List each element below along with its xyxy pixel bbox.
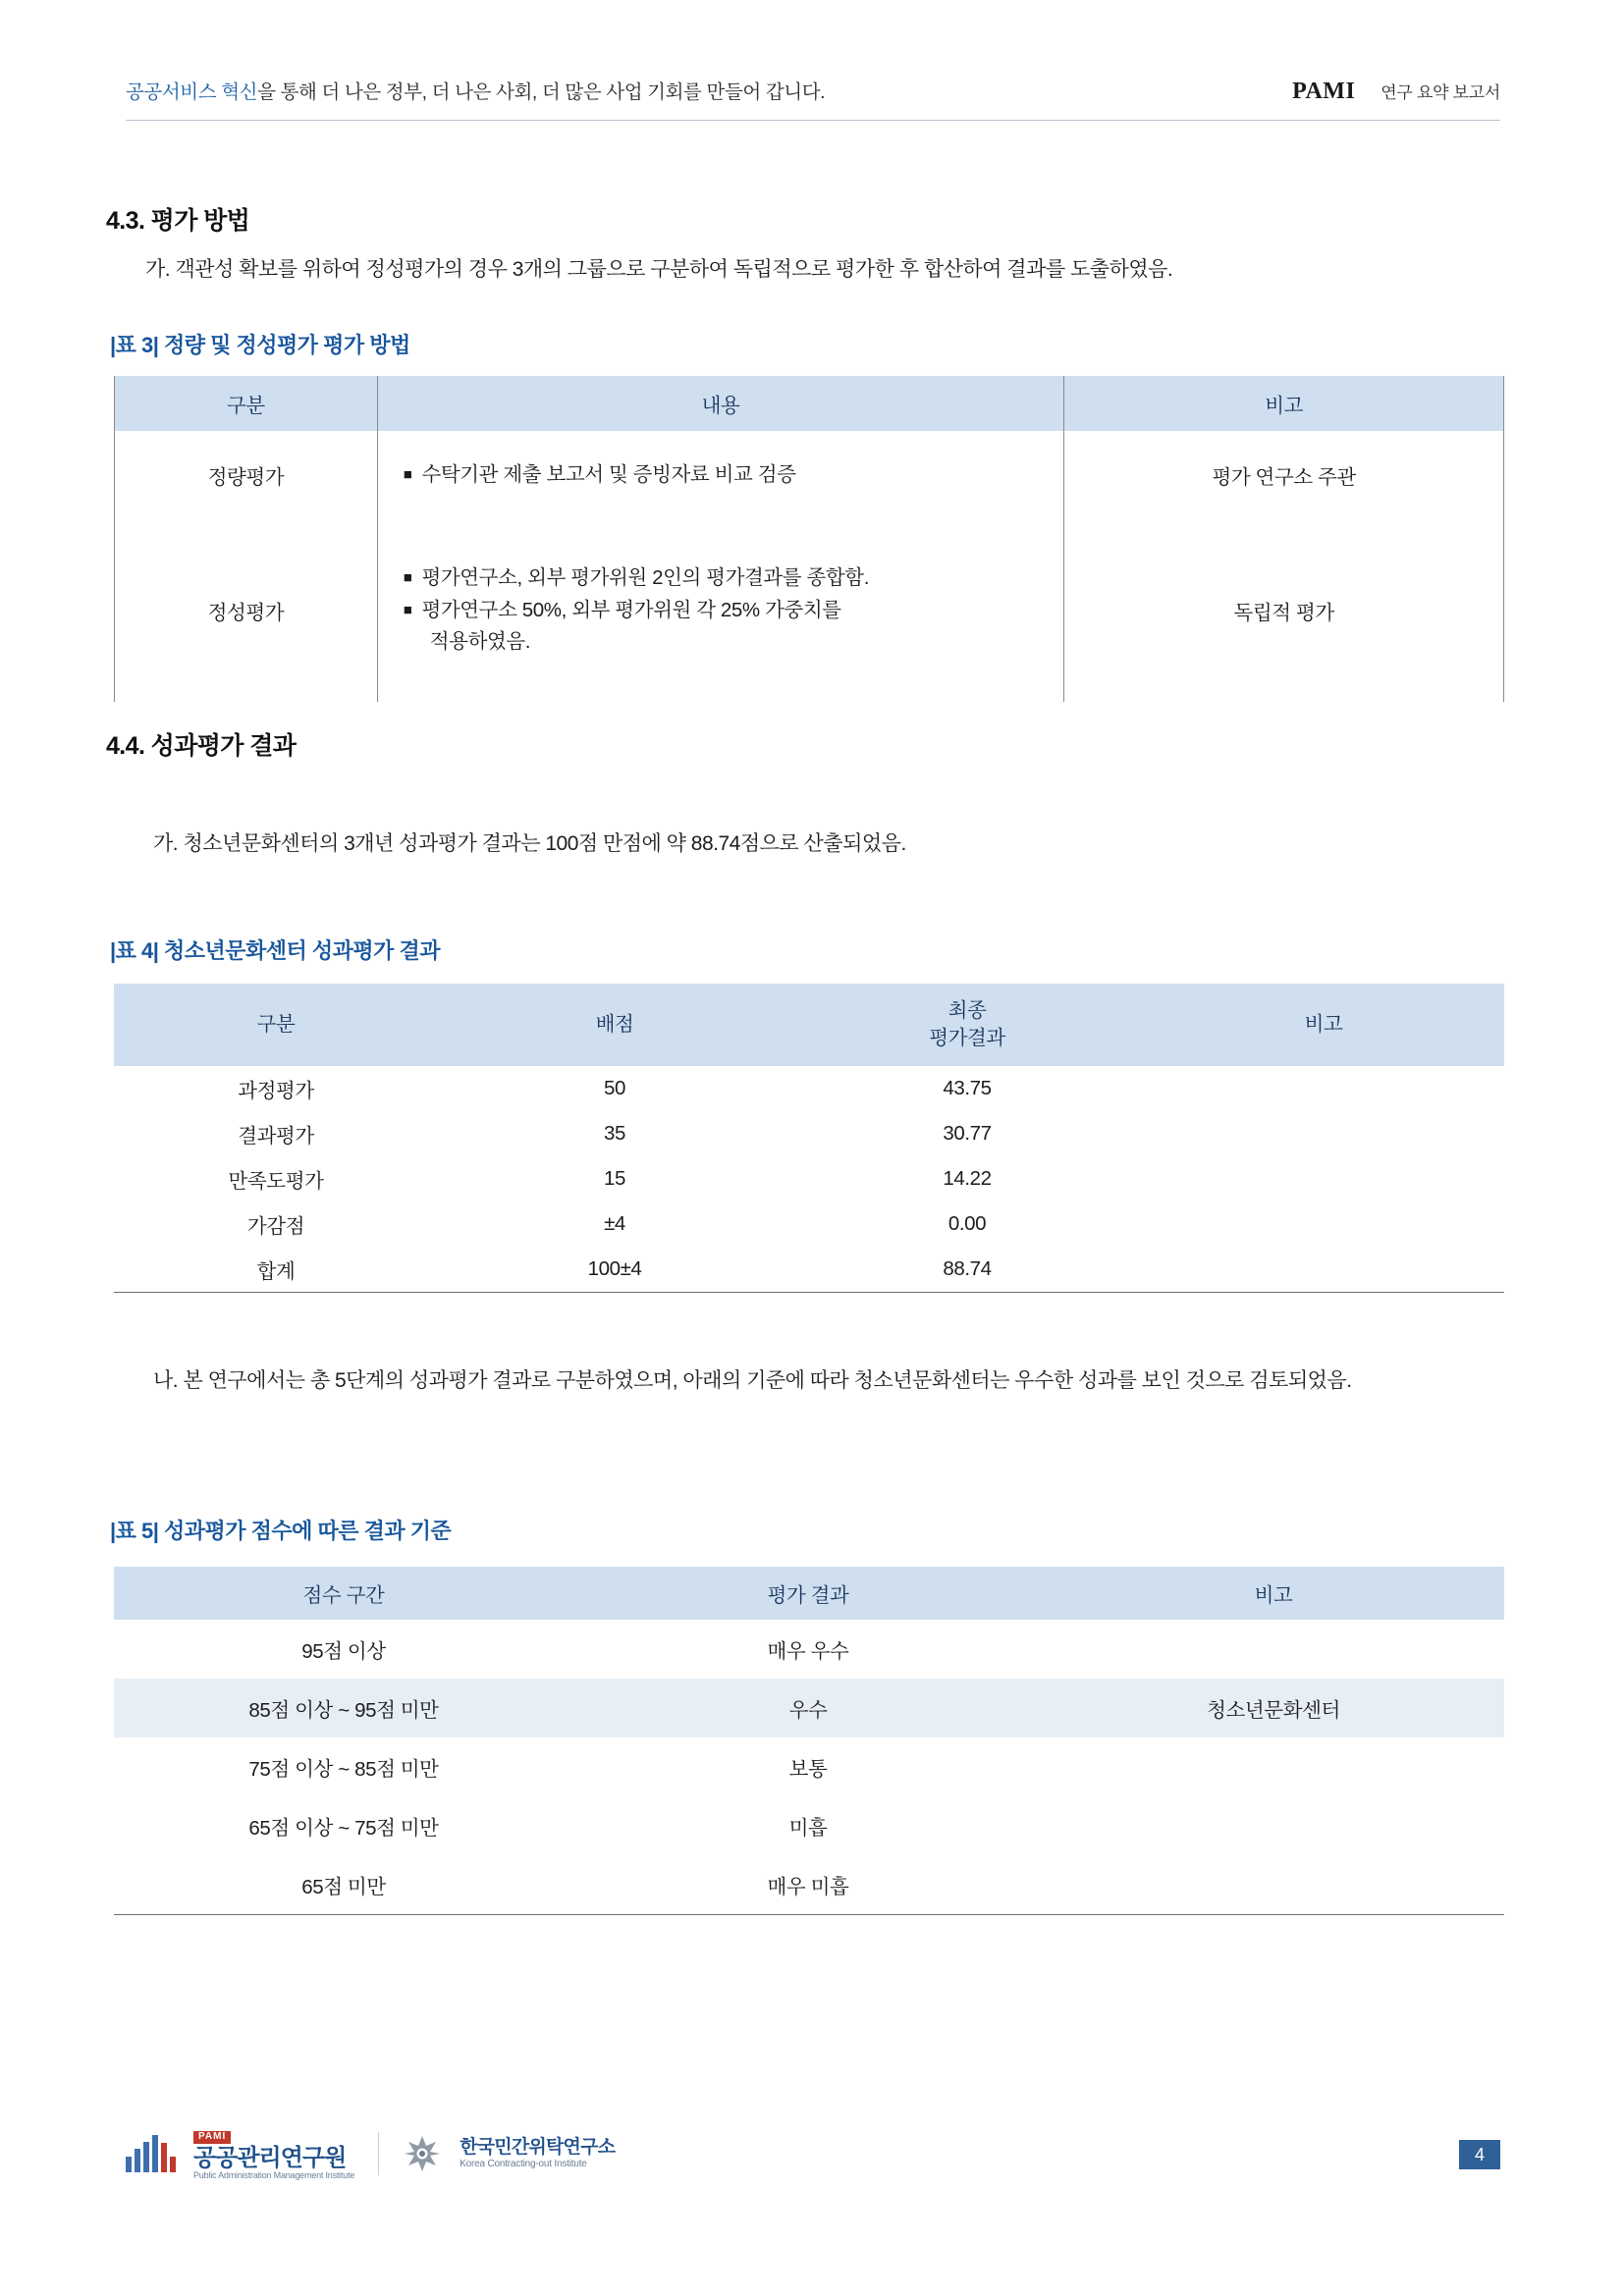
table-3-header-1: 내용 xyxy=(377,376,1064,431)
table-row xyxy=(114,1567,1504,1620)
page-header xyxy=(126,77,1500,105)
table-row xyxy=(114,1156,1504,1201)
table-4-r4-c2: 88.74 xyxy=(791,1247,1143,1293)
table-4-r0-c2: 43.75 xyxy=(943,1077,992,1099)
square-bullet-icon: ■ xyxy=(403,569,412,587)
table-5-r4-c1: 매우 미흡 xyxy=(573,1855,1043,1915)
table-4-header-2-line2: 평가결과 xyxy=(929,1027,1005,1049)
table-5-r2-c0: 75점 이상 ~ 85점 미만 xyxy=(248,1758,439,1781)
table-5 xyxy=(114,1567,1504,1915)
table-5-r3-c0: 65점 이상 ~ 75점 미만 xyxy=(248,1817,439,1840)
table-4-header-3: 비고 xyxy=(1143,984,1504,1066)
kci-emblem-icon xyxy=(403,2134,442,2173)
table-3-r0-content xyxy=(377,431,1064,519)
table-4-header-1: 배점 xyxy=(438,984,791,1066)
table-row xyxy=(114,1737,1504,1796)
table-3-r1-division: 정성평가 xyxy=(115,519,378,702)
table-4-r1-c1: 35 xyxy=(603,1122,625,1145)
table-4-r2-c0: 만족도평가 xyxy=(228,1170,324,1193)
table-3-r1-note: 독립적 평가 xyxy=(1064,519,1504,702)
header-right xyxy=(1292,79,1500,105)
table-5-r1-c0: 85점 이상 ~ 95점 미만 xyxy=(114,1679,573,1737)
section-4-4-item-a: 가. 청소년문화센터의 3개년 성과평가 결과는 100점 만점에 약 88.74점으로 산출되었음. xyxy=(153,832,906,855)
table-5-r1-c1: 우수 xyxy=(573,1679,1043,1737)
square-bullet-icon: ■ xyxy=(403,601,412,618)
table-4-r3-c3 xyxy=(1143,1201,1504,1247)
table-3-r0-note: 평가 연구소 주관 xyxy=(1064,431,1504,519)
table-4-r3-c1: ±4 xyxy=(604,1212,625,1235)
table-4-r0-c0: 과정평가 xyxy=(238,1080,314,1102)
table-5-r0-c0: 95점 이상 xyxy=(301,1640,386,1663)
table-row xyxy=(114,1796,1504,1855)
table-4-r2-c1: 15 xyxy=(603,1167,625,1190)
pami-name-en: Public Administration Management Institute xyxy=(193,2169,355,2180)
pami-name-ko: 공공관리연구원 xyxy=(193,2144,347,2171)
table-4-r0-c1: 50 xyxy=(603,1077,625,1099)
section-4-4-item-b: 나. 본 연구에서는 총 5단계의 성과평가 결과로 구분하였으며, 아래의 기준에 따라 청소년문화센터는 우수한 성과를 보인 것으로 검토되었음. xyxy=(153,1369,1352,1392)
table-4-r1-c3 xyxy=(1143,1111,1504,1156)
table-4-r4-c3 xyxy=(1143,1247,1504,1293)
table-3-r1-content xyxy=(377,519,1064,702)
table-5-header-0: 점수 구간 xyxy=(114,1567,573,1620)
table-4-header-2 xyxy=(791,984,1143,1066)
table-row xyxy=(114,1620,1504,1679)
table-4-r2-c2: 14.22 xyxy=(943,1167,992,1190)
table-row xyxy=(115,519,1504,702)
page-number-badge: 4 xyxy=(1459,2140,1500,2169)
table-row xyxy=(114,1066,1504,1111)
pami-logo-text xyxy=(193,2126,354,2180)
table-5-r3-c2 xyxy=(1043,1796,1504,1855)
table-row xyxy=(114,1855,1504,1915)
footer-logos xyxy=(126,2126,615,2180)
section-heading-4-4: 4.4. 성과평가 결과 xyxy=(106,732,297,760)
table-4-r4-c0: 합계 xyxy=(114,1247,438,1293)
pami-tag: PAMI xyxy=(193,2131,231,2144)
table-4-r3-c2: 0.00 xyxy=(947,1212,987,1235)
table-4-r2-c3 xyxy=(1143,1156,1504,1201)
brand-name: PAMI xyxy=(1292,79,1356,104)
table-row xyxy=(114,1679,1504,1737)
table-row xyxy=(114,1111,1504,1156)
table-3-r0-division: 정량평가 xyxy=(115,431,378,519)
table-4-r4-c1: 100±4 xyxy=(438,1247,791,1293)
table-5-header-2: 비고 xyxy=(1043,1567,1504,1620)
square-bullet-icon: ■ xyxy=(403,465,412,483)
section-4-3-item-a: 가. 객관성 확보를 위하여 정성평가의 경우 3개의 그룹으로 구분하여 독립적으로 평가한 후 합산하여 결과를 도출하였음. xyxy=(145,258,1173,281)
header-tagline xyxy=(126,77,825,104)
table-row xyxy=(115,376,1504,431)
table-5-caption: |표 5| 성과평가 점수에 따른 결과 기준 xyxy=(110,1519,452,1543)
kci-name-ko: 한국민간위탁연구소 xyxy=(460,2137,616,2159)
table-4 xyxy=(114,984,1504,1293)
table-5-header-1: 평가 결과 xyxy=(573,1567,1043,1620)
table-4-header-0: 구분 xyxy=(114,984,438,1066)
header-tagline-accent: 공공서비스 혁신 xyxy=(126,81,258,103)
document-kind: 연구 요약 보고서 xyxy=(1380,83,1500,102)
table-3-header-0: 구분 xyxy=(115,376,378,431)
table-3-header-2: 비고 xyxy=(1064,376,1504,431)
table-4-r1-c0: 결과평가 xyxy=(238,1125,314,1148)
table-5-r1-c2: 청소년문화센터 xyxy=(1043,1679,1504,1737)
table-3 xyxy=(114,376,1504,702)
section-heading-4-3: 4.3. 평가 방법 xyxy=(106,207,250,235)
table-3-r1-content-continued: 적용하였음. xyxy=(429,630,531,654)
table-3-r1-content-line-0: 평가연구소, 외부 평가위원 2인의 평가결과를 종합함. xyxy=(421,566,870,590)
table-5-r0-c1: 매우 우수 xyxy=(767,1640,849,1663)
table-4-caption: |표 4| 청소년문화센터 성과평가 결과 xyxy=(110,938,441,963)
table-5-r4-c2 xyxy=(1043,1855,1504,1915)
table-3-r1-content-line-1: 평가연구소 50%, 외부 평가위원 각 25% 가중치를 xyxy=(421,598,841,621)
table-row xyxy=(115,431,1504,519)
header-divider xyxy=(126,120,1500,121)
header-tagline-rest: 을 통해 더 나은 정부, 더 나은 사회, 더 많은 사업 기회를 만들어 갑니다. xyxy=(257,81,826,103)
kci-logo-text xyxy=(460,2137,615,2169)
table-3-r0-content-line-0: 수탁기관 제출 보고서 및 증빙자료 비교 검증 xyxy=(421,462,796,486)
footer-logo-divider xyxy=(378,2132,379,2175)
kci-name-en: Korea Contracting-out Institute xyxy=(460,2158,587,2169)
table-5-r0-c2 xyxy=(1043,1620,1504,1679)
table-5-r2-c1: 보통 xyxy=(788,1758,828,1781)
table-5-r2-c2 xyxy=(1043,1737,1504,1796)
table-row xyxy=(114,1247,1504,1293)
page-footer xyxy=(126,2126,1500,2195)
table-row xyxy=(114,1201,1504,1247)
table-row xyxy=(114,984,1504,1066)
table-5-r4-c0: 65점 미만 xyxy=(114,1855,573,1915)
pami-bars-logo-icon xyxy=(126,2135,176,2172)
table-4-header-2-line1: 최종 xyxy=(947,999,987,1023)
table-3-caption: |표 3| 정량 및 정성평가 평가 방법 xyxy=(110,333,410,357)
table-4-r1-c2: 30.77 xyxy=(943,1122,992,1145)
table-4-r0-c3 xyxy=(1143,1066,1504,1111)
table-4-r3-c0: 가감점 xyxy=(246,1215,305,1238)
table-5-r3-c1: 미흡 xyxy=(788,1817,828,1840)
